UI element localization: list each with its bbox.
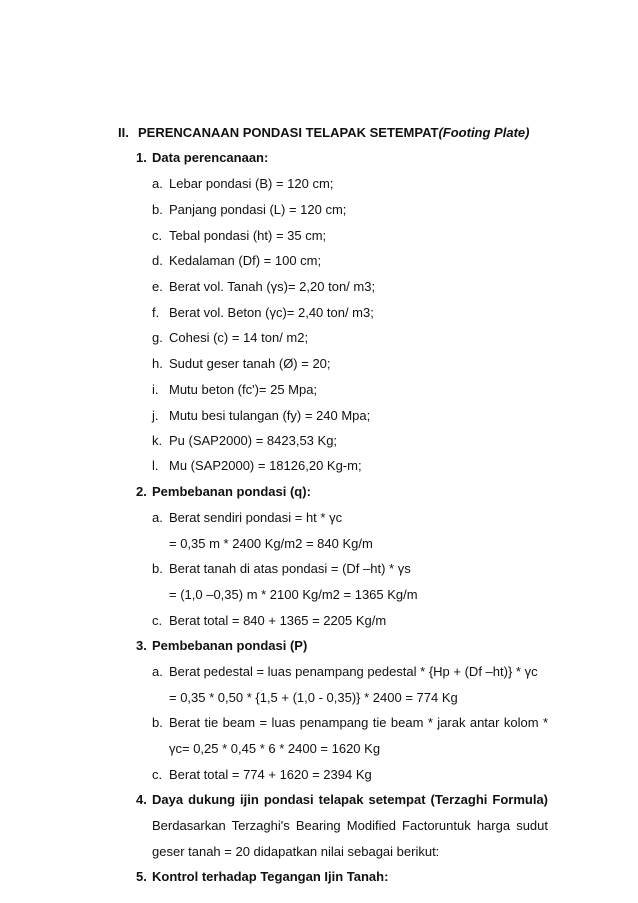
s1-item-text: Mutu besi tulangan (fy) = 240 Mpa; [169,408,371,423]
s1-item-label: d. [152,253,163,268]
section-number: II. [118,125,129,140]
s2-number: 2. [136,484,147,499]
s1-item-text: Sudut geser tanah (Ø) = 20; [169,356,331,371]
s2-b-text: Berat tanah di atas pondasi = (Df –ht) * γs [169,561,411,576]
s1-item-label: b. [152,202,163,217]
s2-title: Pembebanan pondasi (q): [152,484,311,499]
s1-item-text: Berat vol. Tanah (γs)= 2,20 ton/ m3; [169,279,376,294]
s3-number: 3. [136,638,147,653]
s1-title: Data perencanaan: [152,150,269,165]
s1-number: 1. [136,150,147,165]
s2-c-text: Berat total = 840 + 1365 = 2205 Kg/m [169,613,387,628]
s1-item-label: l. [152,458,159,473]
s1-item-text: Berat vol. Beton (γc)= 2,40 ton/ m3; [169,305,374,320]
s1-item-text: Panjang pondasi (L) = 120 cm; [169,202,347,217]
s1-item-label: h. [152,356,163,371]
s1-item-text: Mutu beton (fc')= 25 Mpa; [169,382,318,397]
s2-b-label: b. [152,561,163,576]
s3-c-text: Berat total = 774 + 1620 = 2394 Kg [169,767,372,782]
s1-item-text: Mu (SAP2000) = 18126,20 Kg-m; [169,458,362,473]
s4-paragraph-line-1: Berdasarkan Terzaghi's Bearing Modified Factoruntuk harga sudut [152,818,548,833]
s1-item-label: c. [152,228,163,243]
s1-item-label: j. [152,408,159,423]
s1-item-text: Cohesi (c) = 14 ton/ m2; [169,330,309,345]
s3-b-text: Berat tie beam = luas penampang tie beam * jarak antar kolom * [169,715,548,730]
s2-a-label: a. [152,510,163,525]
s1-item-label: f. [152,305,160,320]
s1-item-label: a. [152,176,163,191]
s1-item-label: g. [152,330,163,345]
s2-c-label: c. [152,613,163,628]
s3-b-continuation: γc= 0,25 * 0,45 * 6 * 2400 = 1620 Kg [169,741,381,756]
s3-a-label: a. [152,664,163,679]
s1-item-label: k. [152,433,163,448]
s3-b-label: b. [152,715,163,730]
s1-item-label: e. [152,279,163,294]
section-title: PERENCANAAN PONDASI TELAPAK SETEMPAT [138,125,439,140]
s1-item-text: Pu (SAP2000) = 8423,53 Kg; [169,433,338,448]
s3-a-continuation: = 0,35 * 0,50 * {1,5 + (1,0 - 0,35)} * 2400 = 774 Kg [169,690,458,705]
s3-a-text: Berat pedestal = luas penampang pedestal * {Hp + (Df –ht)} * γc [169,664,538,679]
s1-item-text: Kedalaman (Df) = 100 cm; [169,253,322,268]
s2-a-continuation: = 0,35 m * 2400 Kg/m2 = 840 Kg/m [169,536,373,551]
s2-a-text: Berat sendiri pondasi = ht * γc [169,510,343,525]
s3-title: Pembebanan pondasi (P) [152,638,308,653]
section-title-italic: (Footing Plate) [438,125,530,140]
s1-item-label: i. [152,382,159,397]
section-heading [138,125,529,141]
s4-paragraph-line-2: geser tanah = 20 didapatkan nilai sebagai berikut: [152,844,440,859]
s4-title: Daya dukung ijin pondasi telapak setempat (Terzaghi Formula) [152,792,548,807]
s2-b-continuation: = (1,0 –0,35) m * 2100 Kg/m2 = 1365 Kg/m [169,587,418,602]
s3-c-label: c. [152,767,163,782]
s5-number: 5. [136,869,147,884]
s1-item-text: Tebal pondasi (ht) = 35 cm; [169,228,327,243]
s1-item-text: Lebar pondasi (B) = 120 cm; [169,176,334,191]
s4-number: 4. [136,792,147,807]
s5-title: Kontrol terhadap Tegangan Ijin Tanah: [152,869,389,884]
